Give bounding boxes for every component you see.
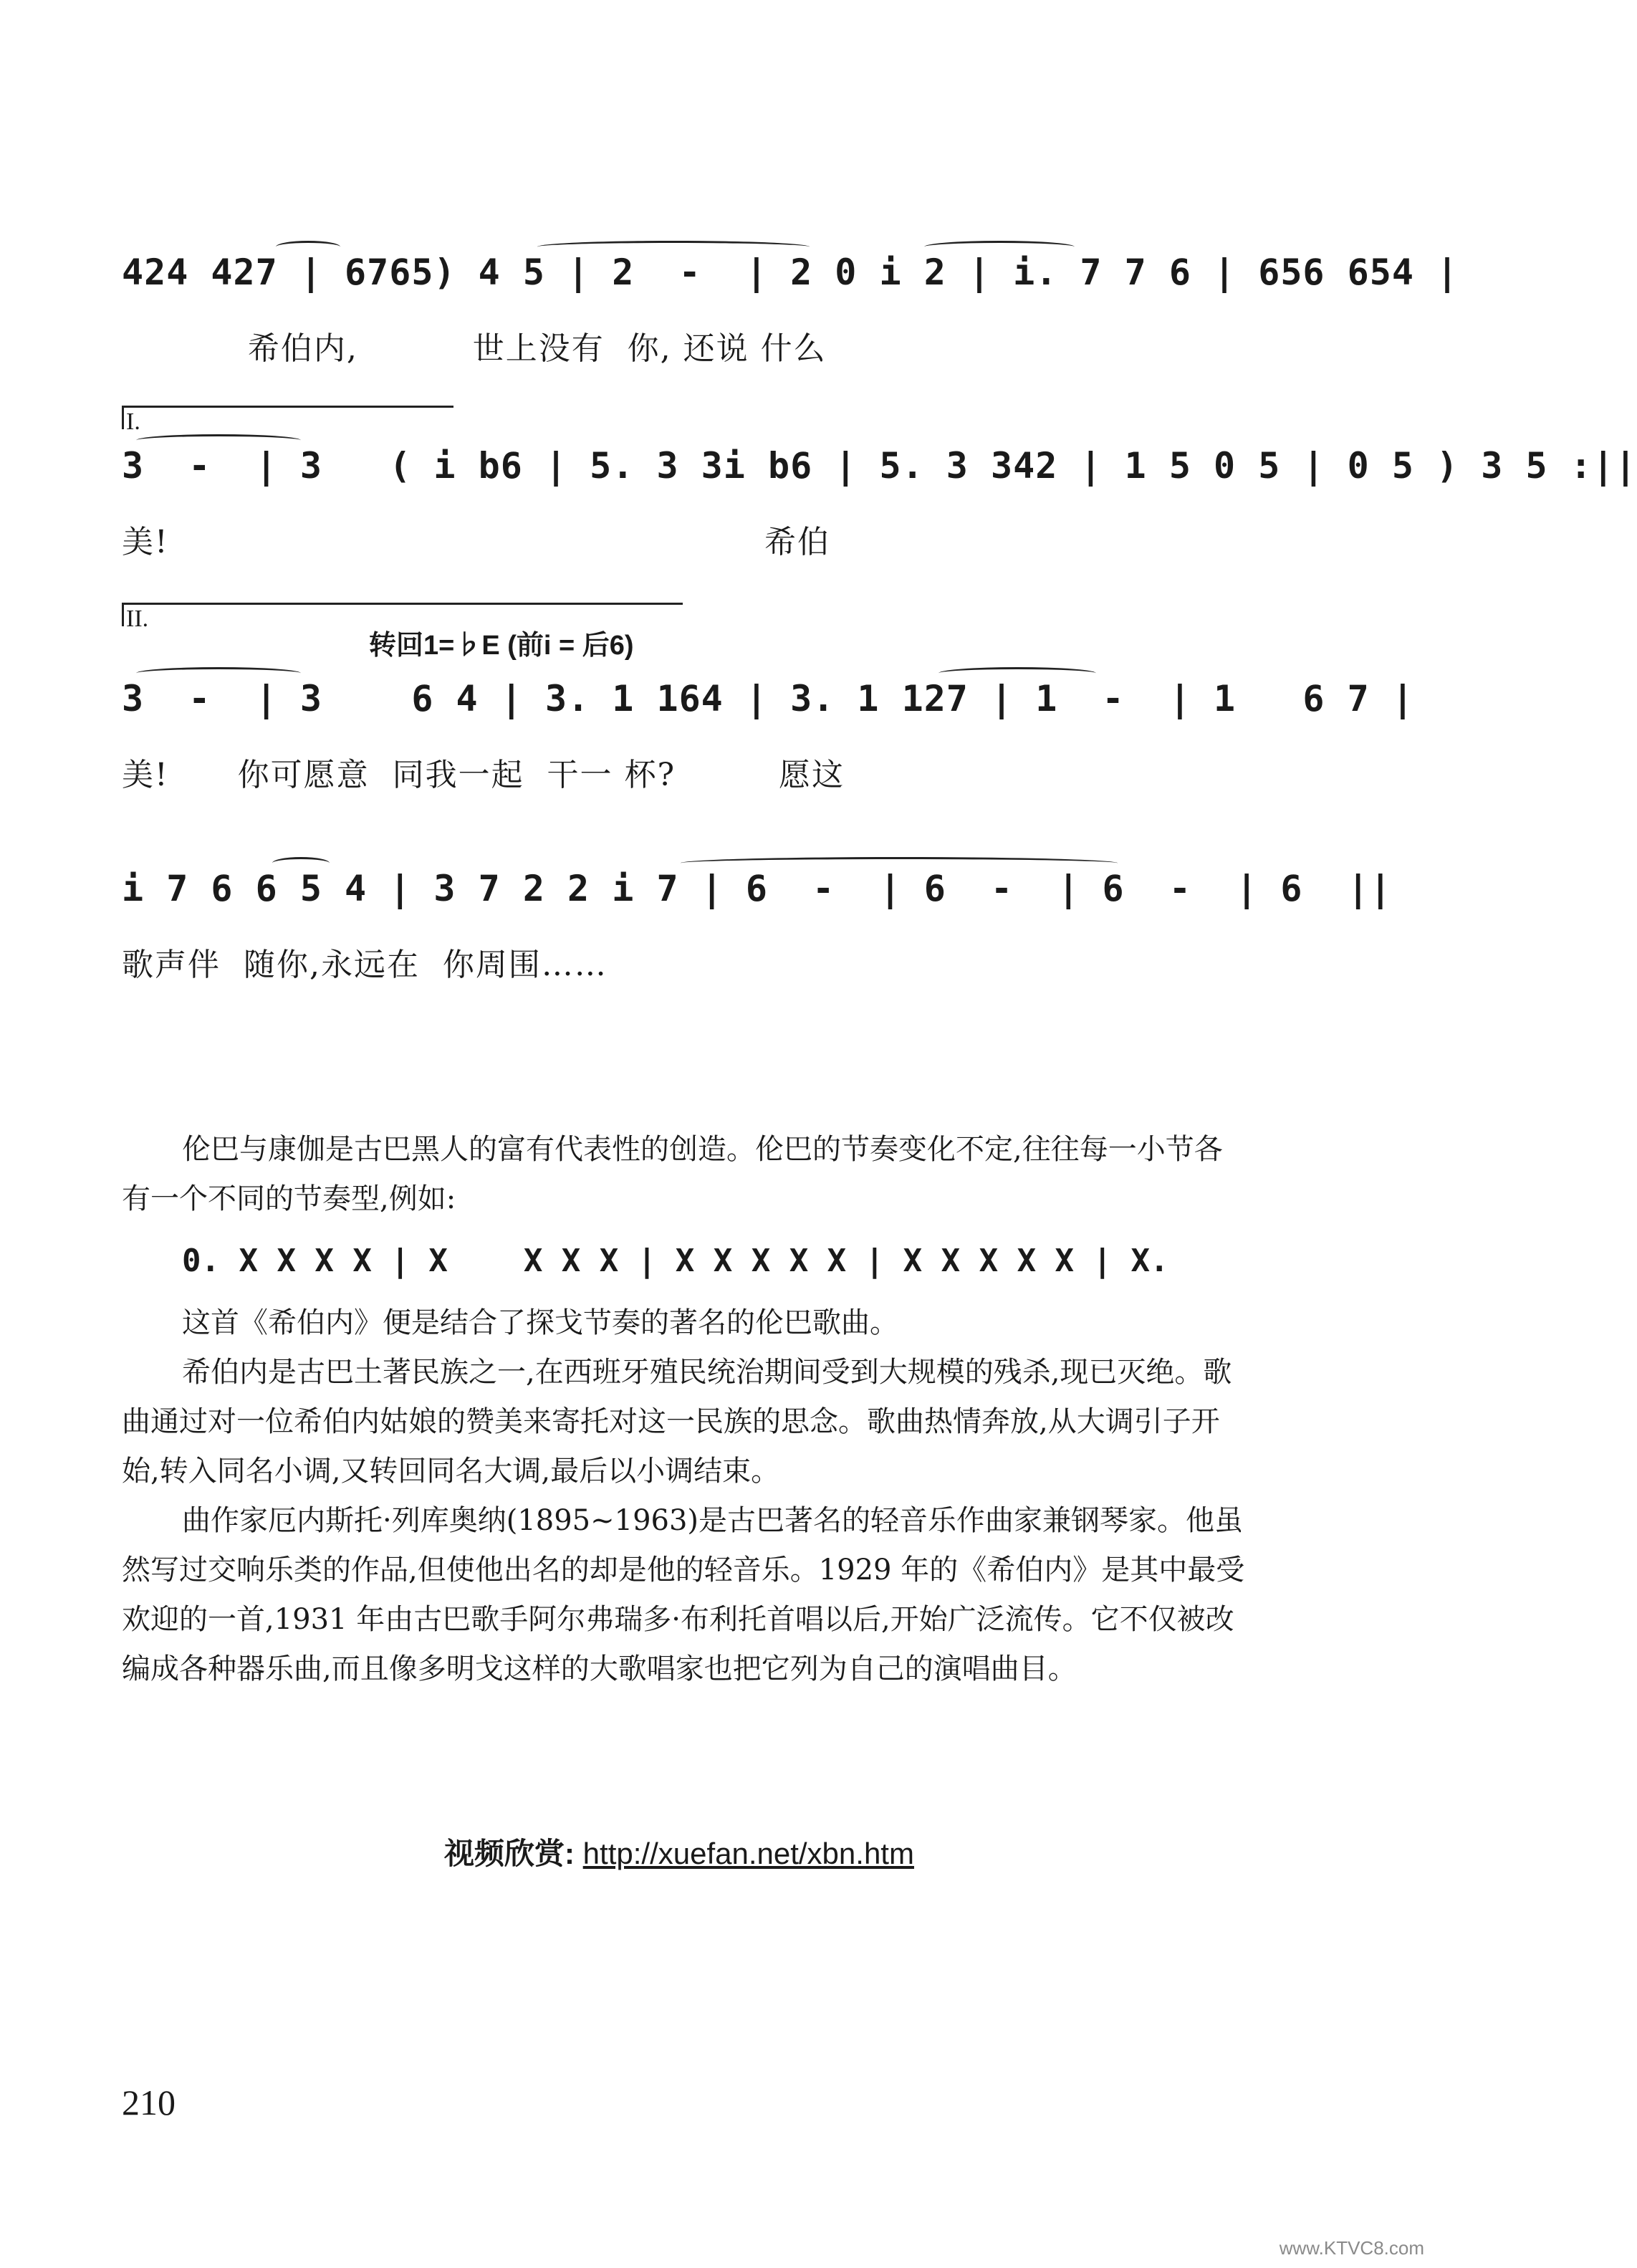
first-ending-bracket: [122, 406, 453, 429]
paragraph: 伦巴与康伽是古巴黑人的富有代表性的创造。伦巴的节奏变化不定,往往每一小节各有一个不同的节奏型,例如:: [122, 1133, 1223, 1215]
lyrics-line-1: 希伯内, 世上没有 你, 还说 什么: [122, 330, 827, 367]
first-ending-label: I.: [126, 408, 140, 435]
video-label: 视频欣赏:: [444, 1837, 575, 1870]
notation-line-4: i 7 6 6 5 4 | 3 7 2 2 i 7 | 6 - | 6 - | 6 - | 6 ||: [122, 868, 1392, 909]
notation-line-2: 3 - | 3 ( i b6 | 5. 3 3i b6 | 5. 3 342 | 1 5 0 5 | 0 5 ) 3 5 :||: [122, 445, 1637, 487]
lyrics-line-4: 歌声伴 随你,永远在 你周围……: [122, 947, 608, 983]
lyrics-line-2: 美! 希伯: [122, 524, 830, 560]
key-change-annotation: 转回1=♭E (前i = 后6): [369, 631, 634, 661]
paragraph: 曲作家厄内斯托·列库奥纳(1895~1963)是古巴著名的轻音乐作曲家兼钢琴家。他虽然写过交响乐类的作品,但使他出名的却是他的轻音乐。1929 年的《希伯内》是其中最受欢迎的一首,1931 年由古巴歌手阿尔弗瑞多·布利托首唱以后,开始广泛流传。它不仅被改编成各种器乐曲,而且像多明戈这样的大歌唱家也把它列为自己的演唱曲目。: [122, 1504, 1245, 1685]
paragraph: 希伯内是古巴土著民族之一,在西班牙殖民统治期间受到大规模的残杀,现已灭绝。歌曲通过对一位希伯内姑娘的赞美来寄托对这一民族的思念。歌曲热情奔放,从大调引子开始,转入同名小调,又转回同名大调,最后以小调结束。: [122, 1356, 1232, 1488]
paragraph: 这首《希伯内》便是结合了探戈节奏的著名的伦巴歌曲。: [182, 1306, 898, 1339]
video-link-line: [444, 1830, 914, 1873]
rhythm-example: 0. X X X X | X X X X | X X X X X | X X X X X | X.: [182, 1243, 1169, 1279]
page-number: 210: [122, 2082, 176, 2123]
article-text: [122, 1125, 1247, 1694]
video-link[interactable]: http://xuefan.net/xbn.htm: [582, 1837, 914, 1870]
notation-line-1: 424 427 | 6765) 4 5 | 2 - | 2 0 i 2 | i. 7 7 6 | 656 654 |: [122, 252, 1459, 293]
lyrics-line-3: 美! 你可愿意 同我一起 干一 杯? 愿这: [122, 757, 845, 793]
notation-line-3: 3 - | 3 6 4 | 3. 1 164 | 3. 1 127 | 1 - | 1 6 7 |: [122, 678, 1414, 719]
watermark: www.KTVC8.com: [1279, 2237, 1424, 2259]
second-ending-label: II.: [126, 606, 149, 632]
